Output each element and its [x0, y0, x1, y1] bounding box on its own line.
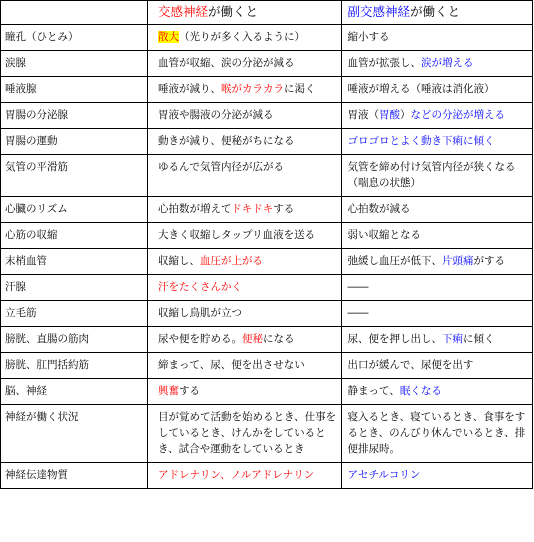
effect-text-segment: 喉がカラカラ: [221, 83, 284, 95]
organ-cell: 末梢血管: [1, 249, 148, 275]
effect-text-segment: 出口が緩んで、尿便を出す: [347, 359, 474, 371]
sympathetic-effect-cell: [148, 25, 342, 51]
header-corner: [1, 1, 148, 25]
effect-text-segment: 下痢: [442, 333, 464, 345]
effect-text-segment: 胃酸: [379, 109, 401, 121]
sympathetic-effect-cell: [148, 249, 342, 275]
effect-text-segment: に渇く: [284, 83, 316, 95]
effect-text-segment: 寝入るとき、寝ているとき、食事をするとき、のんびり休んでいるとき、排便排尿時。: [347, 411, 526, 455]
organ-cell: 胃腸の分泌腺: [1, 103, 148, 129]
table-row: [1, 327, 533, 353]
table-row: [1, 223, 533, 249]
organ-cell: 神経伝達物質: [1, 463, 148, 489]
header-sympathetic-term: 交感神経: [158, 4, 209, 19]
sympathetic-effect-cell: [148, 223, 342, 249]
organ-cell: 瞳孔（ひとみ）: [1, 25, 148, 51]
effect-text-segment: 眠くなる: [399, 385, 442, 397]
header-sympathetic: [148, 1, 342, 25]
effect-text-segment: 散大: [158, 31, 179, 43]
effect-text-segment: 気管を締め付け気管内径が狭くなる（喘息の状態）: [347, 161, 516, 189]
organ-cell: 膀胱、直腸の筋肉: [1, 327, 148, 353]
effect-text-segment: 唾液が増える（唾液は消化液）: [347, 83, 495, 95]
table-row: [1, 197, 533, 223]
sympathetic-effect-cell: [148, 379, 342, 405]
sympathetic-effect-cell: [148, 327, 342, 353]
table-row: [1, 51, 533, 77]
effect-text-segment: ――: [347, 281, 369, 293]
table-row: [1, 25, 533, 51]
effect-text-segment: ゆるんで気管内径が広がる: [158, 161, 284, 173]
effect-text-segment: 血管が収縮、涙の分泌が減る: [158, 57, 295, 69]
effect-text-segment: 汗をたくさんかく: [158, 281, 242, 293]
organ-cell: 心臓のリズム: [1, 197, 148, 223]
parasympathetic-effect-cell: [341, 327, 532, 353]
parasympathetic-effect-cell: [341, 223, 532, 249]
table-row: [1, 463, 533, 489]
sympathetic-effect-cell: [148, 405, 342, 463]
table-row: [1, 379, 533, 405]
effect-text-segment: 血圧が上がる: [200, 255, 263, 267]
parasympathetic-effect-cell: [341, 51, 532, 77]
sympathetic-effect-cell: [148, 275, 342, 301]
parasympathetic-effect-cell: [341, 129, 532, 155]
effect-text-segment: （光りが多く入るように）: [179, 31, 305, 43]
effect-text-segment: ゴロゴロとよく動き下痢に傾く: [347, 135, 495, 147]
effect-text-segment: する: [179, 385, 200, 397]
effect-text-segment: 弱い収縮となる: [347, 229, 422, 241]
effect-text-segment: ――: [347, 307, 369, 319]
sympathetic-effect-cell: [148, 77, 342, 103]
sympathetic-effect-cell: [148, 103, 342, 129]
header-row: [1, 1, 533, 25]
organ-cell: 膀胱、肛門括約筋: [1, 353, 148, 379]
table-row: [1, 249, 533, 275]
parasympathetic-effect-cell: [341, 463, 532, 489]
table-row: [1, 301, 533, 327]
effect-text-segment: 弛緩し血圧が低下、: [347, 255, 443, 267]
effect-text-segment: 片頭痛: [442, 255, 474, 267]
parasympathetic-effect-cell: [341, 77, 532, 103]
effect-text-segment: 便秘: [242, 333, 263, 345]
table-row: [1, 275, 533, 301]
effect-text-segment: 胃液や腸液の分泌が減る: [158, 109, 274, 121]
sympathetic-effect-cell: [148, 129, 342, 155]
sympathetic-effect-cell: [148, 51, 342, 77]
organ-cell: 気管の平滑筋: [1, 155, 148, 197]
effect-text-segment: ）: [400, 109, 411, 121]
parasympathetic-effect-cell: [341, 301, 532, 327]
effect-text-segment: 締まって、尿、便を出させない: [158, 359, 305, 371]
table-row: [1, 129, 533, 155]
header-parasympathetic: [341, 1, 532, 25]
effect-text-segment: 心拍数が減る: [347, 203, 411, 215]
parasympathetic-effect-cell: [341, 155, 532, 197]
effect-text-segment: 唾液が減り、: [158, 83, 221, 95]
effect-text-segment: になる: [263, 333, 295, 345]
sympathetic-effect-cell: [148, 463, 342, 489]
organ-cell: 神経が働く状況: [1, 405, 148, 463]
effect-text-segment: 興奮: [158, 385, 179, 397]
organ-cell: 心筋の収縮: [1, 223, 148, 249]
effect-text-segment: などの分泌が増える: [410, 109, 506, 121]
effect-text-segment: 大きく収縮しタップリ血液を送る: [158, 229, 316, 241]
parasympathetic-effect-cell: [341, 379, 532, 405]
organ-cell: 立毛筋: [1, 301, 148, 327]
effect-text-segment: 血管が拡張し、: [347, 57, 422, 69]
effect-text-segment: に傾く: [463, 333, 495, 345]
sympathetic-effect-cell: [148, 301, 342, 327]
parasympathetic-effect-cell: [341, 197, 532, 223]
organ-cell: 涙腺: [1, 51, 148, 77]
effect-text-segment: 動きが減り、便秘がちになる: [158, 135, 295, 147]
effect-text-segment: ドキドキ: [231, 203, 274, 215]
parasympathetic-effect-cell: [341, 405, 532, 463]
parasympathetic-effect-cell: [341, 275, 532, 301]
table-row: [1, 405, 533, 463]
effect-text-segment: 尿や便を貯める。: [158, 333, 242, 345]
effect-text-segment: 胃液（: [347, 109, 380, 121]
parasympathetic-effect-cell: [341, 103, 532, 129]
parasympathetic-effect-cell: [341, 249, 532, 275]
effect-text-segment: 涙が増える: [421, 57, 474, 69]
table-row: [1, 77, 533, 103]
header-parasympathetic-suffix: が働くと: [410, 4, 461, 19]
header-sympathetic-suffix: が働くと: [208, 4, 259, 19]
table-row: [1, 155, 533, 197]
table-body: [1, 25, 533, 489]
effect-text-segment: 縮小する: [347, 31, 390, 43]
table-row: [1, 103, 533, 129]
sympathetic-effect-cell: [148, 353, 342, 379]
effect-text-segment: 心拍数が増えて: [158, 203, 232, 215]
effect-text-segment: 収縮し鳥肌が立つ: [158, 307, 242, 319]
header-parasympathetic-term: 副交感神経: [347, 4, 411, 19]
organ-cell: 胃腸の運動: [1, 129, 148, 155]
organ-cell: 脳、神経: [1, 379, 148, 405]
effect-text-segment: 目が覚めて活動を始めるとき、仕事をしているとき、けんかをしているとき、試合や運動をしているとき: [158, 411, 337, 455]
effect-text-segment: 尿、便を押し出し、: [347, 333, 443, 345]
sympathetic-effect-cell: [148, 197, 342, 223]
organ-cell: 唾液腺: [1, 77, 148, 103]
sympathetic-effect-cell: [148, 155, 342, 197]
effect-text-segment: 収縮し、: [158, 255, 200, 267]
organ-cell: 汗腺: [1, 275, 148, 301]
parasympathetic-effect-cell: [341, 25, 532, 51]
effect-text-segment: アセチルコリン: [347, 469, 421, 481]
effect-text-segment: がする: [473, 255, 506, 267]
effect-text-segment: アドレナリン、ノルアドレナリン: [158, 469, 315, 481]
parasympathetic-effect-cell: [341, 353, 532, 379]
table-row: [1, 353, 533, 379]
effect-text-segment: 静まって、: [347, 385, 400, 397]
effect-text-segment: する: [273, 203, 295, 215]
